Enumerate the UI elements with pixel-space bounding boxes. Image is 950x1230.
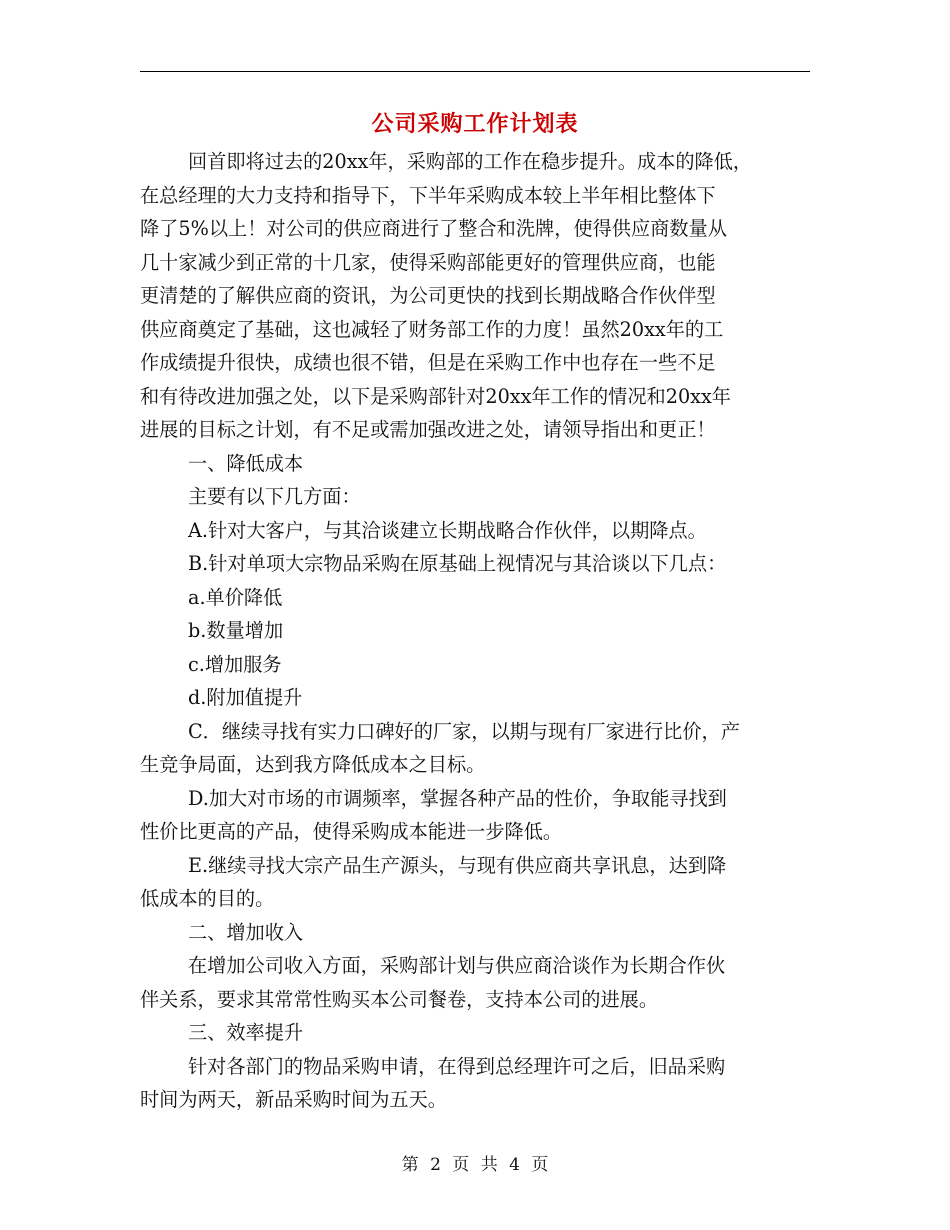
list-item: A.针对大客户，与其洽谈建立长期战略合作伙伴，以期降点。 [188,518,707,542]
paragraph-line: 进展的目标之计划，有不足或需加强改进之处，请领导指出和更正！ [140,418,716,441]
section-heading: 三、效率提升 [188,1021,304,1044]
paragraph-line: 供应商奠定了基础，这也减轻了财务部工作的力度！虽然20xx年的工 [140,317,724,341]
list-item: B.针对单项大宗物品采购在原基础上视情况与其洽谈以下几点： [188,552,727,575]
paragraph-line: 伴关系，要求其常常性购买本公司餐卷，支持本公司的进展。 [140,987,659,1011]
paragraph-line: 主要有以下几方面： [188,485,361,508]
header-rule [140,71,810,72]
document-title: 公司采购工作计划表 [371,111,579,137]
list-item: E.继续寻找大宗产品生产源头，与现有供应商共享讯息，达到降 [188,853,727,877]
list-item: C．继续寻找有实力口碑好的厂家，以期与现有厂家进行比价，产 [188,719,740,743]
list-item: c.增加服务 [188,652,282,676]
paragraph-line: 针对各部门的物品采购申请，在得到总经理许可之后，旧品采购 [188,1054,726,1078]
list-item: d.附加值提升 [188,686,303,709]
paragraph-line: 在增加公司收入方面，采购部计划与供应商洽谈作为长期合作伙 [188,954,726,977]
page-number: 第 2 页 共 4 页 [401,1155,549,1175]
paragraph-line: 更清楚的了解供应商的资讯，为公司更快的找到长期战略合作伙伴型 [140,284,716,307]
paragraph-line: 几十家减少到正常的十几家，使得采购部能更好的管理供应商，也能 [140,250,716,274]
paragraph-line: 作成绩提升很快，成绩也很不错，但是在采购工作中也存在一些不足 [140,351,716,374]
section-heading: 一、降低成本 [188,451,304,475]
paragraph-line: 和有待改进加强之处，以下是采购部针对20xx年工作的情况和20xx年 [140,384,731,408]
paragraph-line: 在总经理的大力支持和指导下，下半年采购成本较上半年相比整体下 [140,183,716,207]
paragraph-line: 性价比更高的产品，使得采购成本能进一步降低。 [140,820,563,843]
list-item: b.数量增加 [188,619,284,642]
section-heading: 二、增加收入 [188,920,304,944]
paragraph-line: 降了5%以上！对公司的供应商进行了整合和洗牌，使得供应商数量从 [140,217,727,240]
paragraph-line: 生竞争局面，达到我方降低成本之目标。 [140,753,486,776]
list-item: a.单价降低 [188,585,283,609]
list-item: D.加大对市场的市调频率，掌握各种产品的性价，争取能寻找到 [188,786,727,810]
paragraph-line: 回首即将过去的20xx年，采购部的工作在稳步提升。成本的降低， [188,150,753,173]
paragraph-line: 低成本的目的。 [140,887,275,910]
document-body [140,145,812,1117]
paragraph-line: 时间为两天，新品采购时间为五天。 [140,1088,447,1111]
